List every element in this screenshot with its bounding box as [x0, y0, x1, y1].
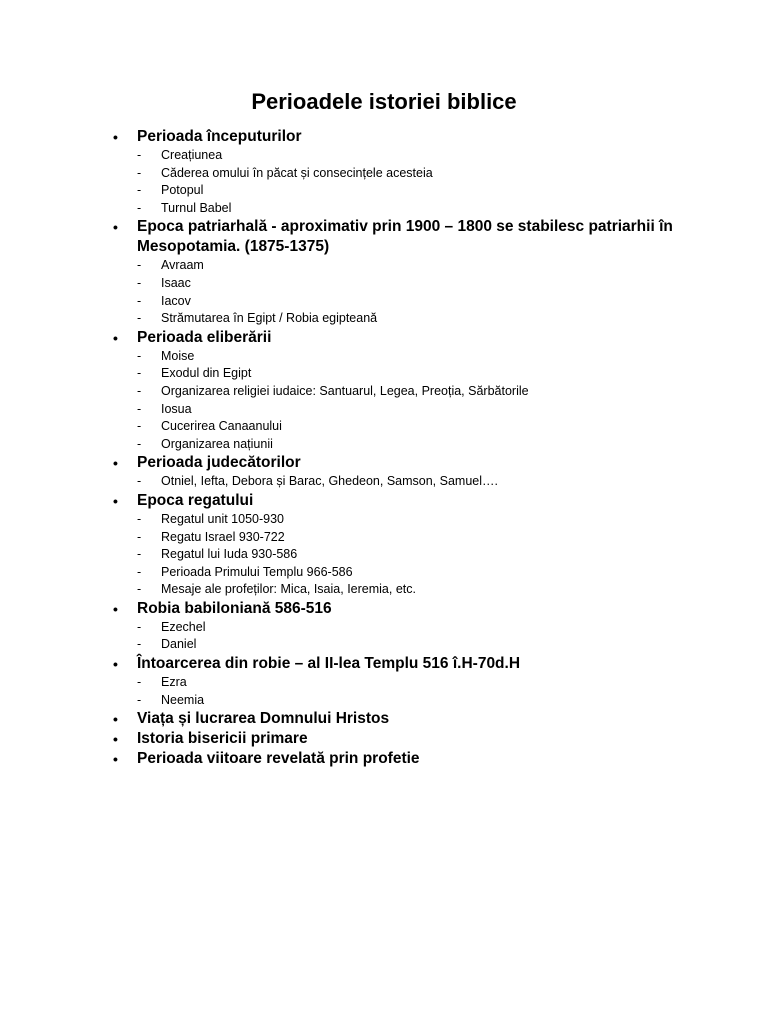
dash-icon: - [137, 675, 142, 690]
dash-icon: - [137, 582, 142, 597]
section-heading [113, 453, 693, 473]
dash-icon: - [137, 511, 142, 526]
list-item [113, 200, 693, 218]
list-item [113, 147, 693, 165]
section-heading-text: Epoca patriarhală - aproximativ prin 1900 – 1800 se stabilesc patriarhii în Mesopotamia. (1875-1375) [137, 218, 673, 256]
list-item [113, 365, 693, 383]
list-item-text: Regatul lui Iuda 930-586 [161, 547, 298, 562]
list-item-text: Turnul Babel [161, 200, 232, 215]
page-title: Perioadele istoriei biblice [251, 89, 517, 114]
outline-list [113, 127, 693, 769]
section-heading [113, 729, 693, 749]
list-item-text: Organizarea religiei iudaice: Santuarul, Legea, Preoția, Sărbătorile [161, 383, 529, 398]
dash-icon: - [137, 311, 142, 326]
section-heading-text: Perioada începuturilor [137, 128, 302, 145]
bullet-icon: • [113, 731, 118, 748]
dash-icon: - [137, 200, 142, 215]
dash-icon: - [137, 474, 142, 489]
list-item-text: Isaac [161, 275, 191, 290]
list-item [113, 511, 693, 529]
dash-icon: - [137, 366, 142, 381]
list-item-text: Exodul din Egipt [161, 366, 252, 381]
bullet-icon: • [113, 751, 118, 768]
outline-section [113, 654, 693, 709]
section-heading-text: Perioada eliberării [137, 328, 272, 346]
dash-icon: - [137, 637, 142, 652]
list-item-text: Neemia [161, 692, 205, 707]
section-heading [113, 749, 693, 769]
list-item [113, 275, 693, 293]
bullet-icon: • [113, 492, 118, 509]
list-item-text: Ezra [161, 675, 187, 690]
bullet-icon: • [113, 656, 118, 673]
dash-icon: - [137, 436, 142, 451]
section-heading [113, 599, 693, 619]
bullet-icon: • [113, 329, 118, 346]
list-item-text: Daniel [161, 637, 197, 652]
list-item-text: Organizarea națiunii [161, 436, 273, 451]
outline-section [113, 328, 693, 454]
list-item-text: Otniel, Iefta, Debora și Barac, Ghedeon, Samson, Samuel…. [161, 474, 498, 489]
list-item [113, 310, 693, 328]
dash-icon: - [137, 564, 142, 579]
list-item-text: Regatu Israel 930-722 [161, 529, 285, 544]
dash-icon: - [137, 619, 142, 634]
bullet-icon: • [113, 455, 118, 472]
dash-icon: - [137, 401, 142, 416]
list-item [113, 529, 693, 547]
bullet-icon: • [113, 600, 118, 617]
list-item-text: Ezechel [161, 619, 206, 634]
section-heading [113, 491, 693, 511]
list-item-text: Creațiunea [161, 148, 223, 162]
list-item [113, 692, 693, 710]
list-item [113, 636, 693, 654]
list-item [113, 383, 693, 401]
list-item-text: Regatul unit 1050-930 [161, 511, 285, 526]
section-heading-text: Perioada judecătorilor [137, 454, 301, 472]
list-item [113, 564, 693, 582]
dash-icon: - [137, 547, 142, 562]
list-item [113, 418, 693, 436]
section-heading [113, 654, 693, 674]
section-heading [113, 127, 693, 147]
list-item [113, 182, 693, 200]
section-heading-text: Epoca regatului [137, 491, 254, 509]
list-item [113, 619, 693, 637]
dash-icon: - [137, 692, 142, 707]
list-item [113, 581, 693, 599]
list-item [113, 401, 693, 419]
outline-section [113, 491, 693, 599]
dash-icon: - [137, 383, 142, 398]
section-heading [113, 709, 693, 729]
list-item [113, 165, 693, 183]
dash-icon: - [137, 419, 142, 434]
section-heading [113, 328, 693, 348]
outline-section [113, 729, 693, 749]
dash-icon: - [137, 183, 142, 198]
dash-icon: - [137, 529, 142, 544]
list-item [113, 546, 693, 564]
outline-section [113, 217, 693, 327]
outline-section [113, 127, 693, 217]
list-item-text: Căderea omului în păcat și consecințele acesteia [161, 165, 433, 180]
outline-section [113, 749, 693, 769]
section-heading-text: Perioada viitoare revelată prin profetie [137, 750, 420, 768]
section-heading-text: Viața și lucrarea Domnului Hristos [137, 710, 390, 728]
list-item-text: Cucerirea Canaanului [161, 419, 282, 434]
dash-icon: - [137, 275, 142, 290]
list-item-text: Perioada Primului Templu 966-586 [161, 564, 353, 579]
dash-icon: - [137, 148, 142, 162]
list-item-text: Strămutarea în Egipt / Robia egipteană [161, 311, 378, 326]
dash-icon: - [137, 293, 142, 308]
list-item-text: Iacov [161, 293, 191, 308]
bullet-icon: • [113, 219, 118, 236]
section-heading-text: Istoria bisericii primare [137, 730, 308, 748]
list-item-text: Avraam [161, 258, 204, 273]
list-item-text: Iosua [161, 401, 192, 416]
outline-section [113, 709, 693, 729]
section-heading-text: Robia babiloniană 586-516 [137, 599, 332, 617]
list-item [113, 293, 693, 311]
list-item-text: Potopul [161, 183, 204, 198]
bullet-icon: • [113, 711, 118, 728]
list-item [113, 348, 693, 366]
dash-icon: - [137, 348, 142, 363]
dash-icon: - [137, 258, 142, 273]
list-item [113, 436, 693, 454]
outline-section [113, 599, 693, 654]
dash-icon: - [137, 165, 142, 180]
section-heading [113, 217, 693, 257]
list-item [113, 257, 693, 275]
bullet-icon: • [113, 129, 118, 145]
list-item [113, 674, 693, 692]
list-item-text: Mesaje ale profeților: Mica, Isaia, Ieremia, etc. [161, 582, 416, 597]
outline-section [113, 453, 693, 491]
list-item-text: Moise [161, 348, 195, 363]
section-heading-text: Întoarcerea din robie – al II-lea Templu 516 î.H-70d.H [137, 655, 521, 673]
list-item [113, 473, 693, 491]
